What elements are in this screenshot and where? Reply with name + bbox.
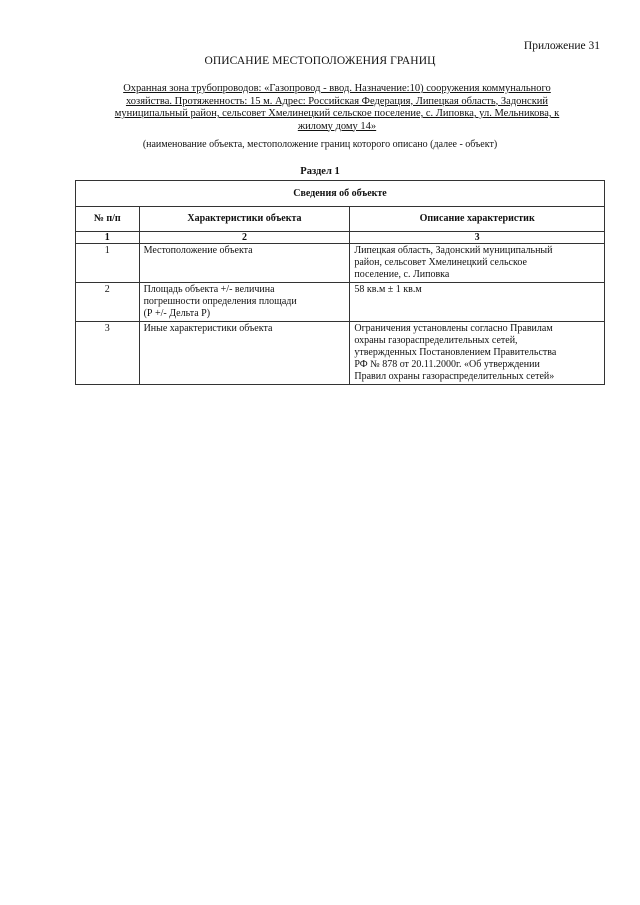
table-row — [76, 244, 605, 283]
row-description — [350, 244, 605, 283]
row-number: 3 — [76, 322, 140, 385]
row-description — [350, 322, 605, 385]
row-characteristic — [139, 322, 350, 385]
object-name-line: муниципальный район, сельсовет Хмелинецкий сельское поселение, с. Липовка, ул. Мельникова, к — [114, 108, 560, 119]
text-line: 58 кв.м ± 1 кв.м — [354, 284, 422, 295]
text-line: Площадь объекта +/- величина — [143, 284, 275, 295]
appendix-label: Приложение 31 — [523, 40, 600, 52]
object-name-line: хозяйства. Протяженность: 15 м. Адрес: Российская Федерация, Липецкая область, Задонский — [125, 95, 549, 107]
text-line: поселение, с. Липовка — [354, 269, 450, 280]
object-name-line: жилому дому 14» — [297, 120, 377, 132]
text-line: утвержденных Постановлением Правительства — [354, 347, 557, 358]
object-info-table — [75, 180, 605, 385]
row-number: 2 — [76, 283, 140, 322]
text-line: охраны газораспределительных сетей, — [354, 335, 518, 346]
text-line: Иные характеристики объекта — [143, 323, 273, 334]
table-title: Сведения об объекте — [76, 181, 605, 207]
object-description — [88, 83, 586, 133]
column-header-description: Описание характеристик — [350, 207, 605, 232]
text-line: погрешности определения площади — [143, 296, 297, 307]
row-description — [350, 283, 605, 322]
document-title: ОПИСАНИЕ МЕСТОПОЛОЖЕНИЯ ГРАНИЦ — [204, 55, 436, 67]
column-number: 2 — [139, 232, 350, 244]
section-title: Раздел 1 — [300, 166, 340, 177]
text-line: Липецкая область, Задонский муниципальный — [354, 245, 553, 256]
column-header-characteristic: Характеристики объекта — [139, 207, 350, 232]
text-line: Местоположение объекта — [143, 245, 253, 256]
row-characteristic — [139, 244, 350, 283]
object-name-line: Охранная зона трубопроводов: «Газопровод - ввод. Назначение:10) сооружения коммунального — [123, 83, 551, 94]
table-row — [76, 322, 605, 385]
text-line: РФ № 878 от 20.11.2000г. «Об утверждении — [354, 359, 540, 370]
text-line: Ограничения установлены согласно Правилам — [354, 323, 553, 334]
row-characteristic — [139, 283, 350, 322]
column-header-number: № п/п — [76, 207, 140, 232]
text-line: район, сельсовет Хмелинецкий сельское — [354, 257, 527, 268]
text-line: (Р +/- Дельта Р) — [143, 308, 211, 319]
text-line: Правил охраны газораспределительных сетей» — [354, 371, 555, 382]
column-number: 1 — [76, 232, 140, 244]
row-number: 1 — [76, 244, 140, 283]
table-row — [76, 283, 605, 322]
object-caption: (наименование объекта, местоположение границ которого описано (далее - объект) — [142, 139, 498, 150]
column-number: 3 — [350, 232, 605, 244]
